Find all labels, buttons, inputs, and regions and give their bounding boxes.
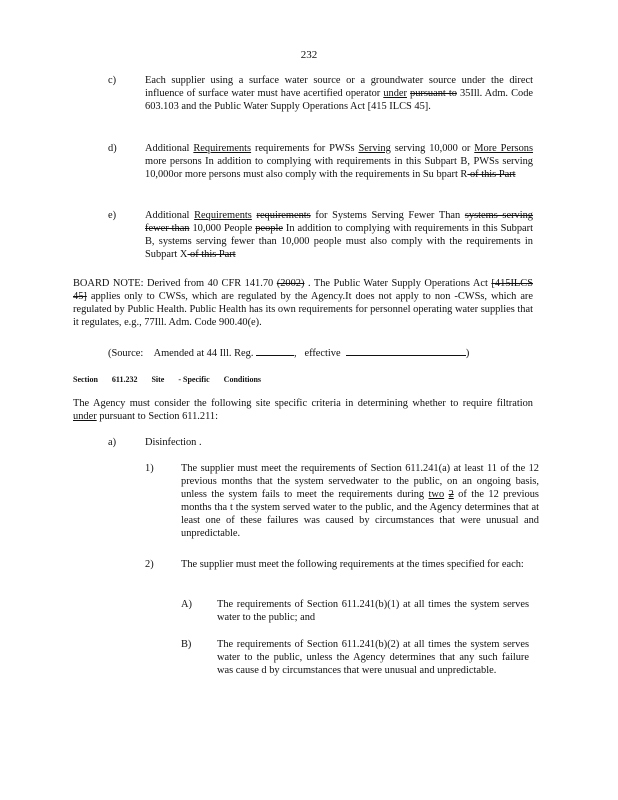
item-c-label: c): [108, 75, 117, 86]
item-d-label: d): [108, 143, 117, 154]
item-a2-text: The supplier must meet the following requirements at the times specified for each:: [181, 559, 524, 570]
item-B-label: B): [181, 639, 192, 650]
item-d-text: Additional Requirements requirements for PWSs Serving serving 10,000 or More Persons more persons In addition to complying with requirements in this Subpart B, PWSs serving 10,000or more persons must also comply with the requirements in Su bpart R of this Part: [145, 143, 534, 180]
item-a1-label: 1): [145, 463, 154, 474]
item-a-label: a): [108, 437, 117, 448]
page-number: 232: [300, 49, 318, 61]
item-A-label: A): [181, 599, 192, 610]
item-a2-label: 2): [145, 559, 154, 570]
item-c-text: Each supplier using a surface water source or a groundwater source under the direct influence of surface water must have acertified operator under pursuant to 35Ill. Adm. Code 603.103 and the Public Water Supply Operations Act [415 ILCS 45].: [145, 75, 533, 112]
item-e-text: Additional Requirements requirements for Systems Serving Fewer Than systems serving fewer than 10,000 People people In addition to complying with requirements in this Subpart B, systems serving fewer than 10,000 people must also comply with the requirements in Subpart X of this Part: [145, 210, 534, 260]
item-a-text: Disinfection .: [145, 437, 202, 448]
effective-date-blank: [346, 345, 466, 356]
item-A-text: The requirements of Section 611.241(b)(1) at all times the system serves water to the public; and: [217, 599, 529, 623]
item-e-label: e): [108, 210, 117, 221]
section-intro: The Agency must consider the following site specific criteria in determining whether to require filtration under pursuant to Section 611.211:: [73, 398, 533, 422]
item-a1-text: The supplier must meet the requirements of Section 611.241(a) at least 11 of the 12 previous months that the system servedwater to the public, on an ongoing basis, unless the system fails to meet the requirements during two 2 of the 12 previous months tha t the system served water to the public, and the Agency determines that at least one of these failures was caused by circumstances that were unusual and unpredictable.: [181, 463, 539, 539]
section-heading: Section 611.232 Site - Specific Conditions: [73, 375, 262, 384]
board-note: BOARD NOTE: Derived from 40 CFR 141.70 (2002) . The Public Water Supply Operations Act [415ILCS 45] applies only to CWSs, which are regulated by the Agency.It does not apply to non -CWSs, which are regulated by Public Health. Public Health has its own requirements for personnel operating water supplies that it regulates, e.g., 77Ill. Adm. Code 900.40(e).: [73, 278, 533, 328]
reg-blank: [256, 345, 294, 356]
item-B-text: The requirements of Section 611.241(b)(2) at all times the system serves water to the public, unless the Agency determines that any such failure was cause d by circumstances that were unusual and unpredictable.: [217, 639, 529, 676]
source-note: (Source: Amended at 44 Ill. Reg. , effective ): [108, 345, 469, 360]
